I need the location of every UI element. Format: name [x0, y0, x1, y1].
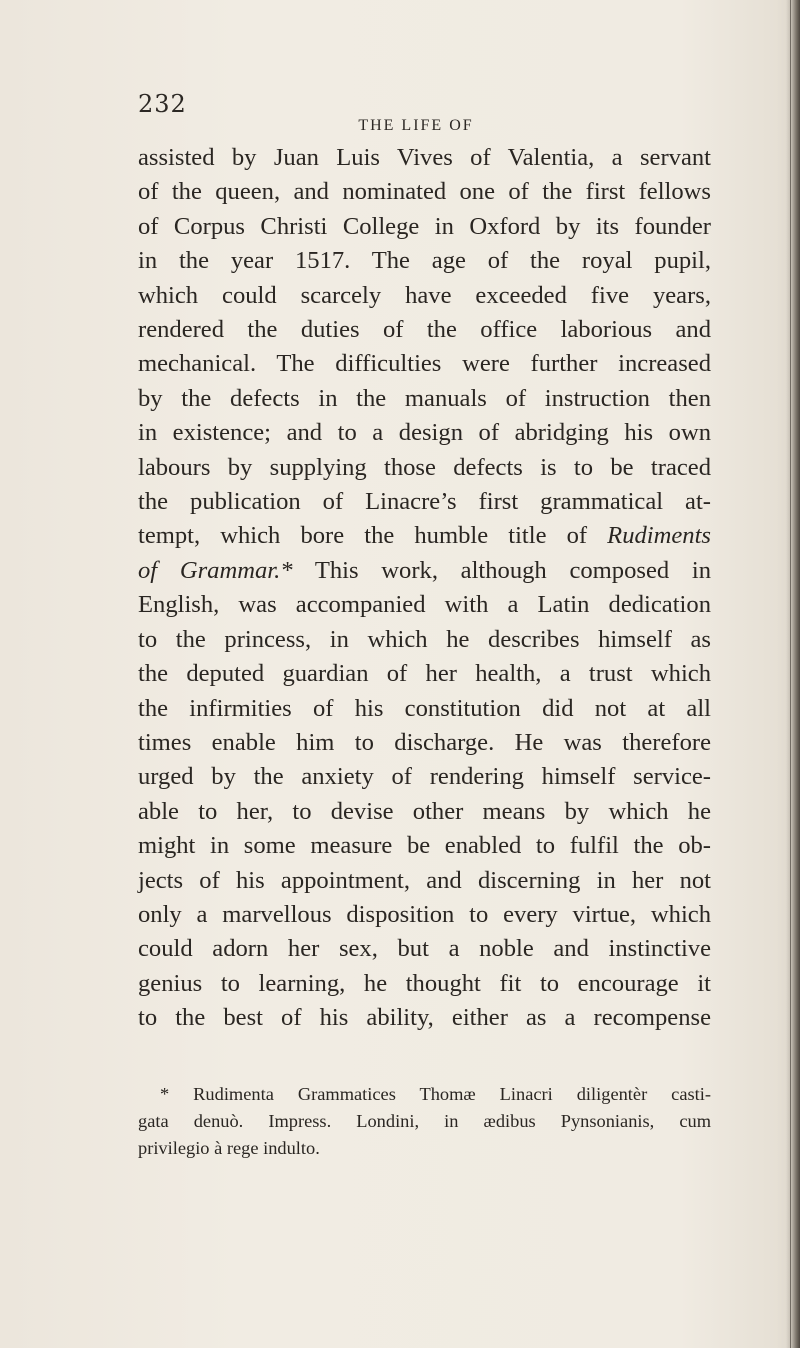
text-line: by the defects in the manuals of instruction then: [138, 384, 711, 412]
text-line: [138, 519, 711, 553]
text-line: only a marvellous disposition to every virtue, which: [138, 900, 711, 928]
text-line: which could scarcely have exceeded five years,: [138, 281, 711, 309]
text-line: times enable him to discharge. He was therefore: [138, 728, 711, 756]
text-line: of Corpus Christi College in Oxford by its founder: [138, 212, 711, 240]
italic-title-part: Rudiments: [607, 522, 711, 550]
italic-title-part: of Grammar.: [138, 556, 281, 584]
text-line: to the princess, in which he describes himself as: [138, 625, 711, 653]
footnote-line: * Rudimenta Grammatices Thomæ Linacri diligentèr casti-: [160, 1084, 711, 1104]
text-segment: tempt, which bore the humble title of: [138, 522, 608, 550]
running-head: THE LIFE OF: [358, 117, 474, 134]
text-line: jects of his appointment, and discerning in her not: [138, 866, 711, 894]
body-text: [138, 141, 711, 1036]
text-line: in existence; and to a design of abridging his own: [138, 419, 711, 447]
text-line: might in some measure be enabled to fulfil the ob-: [138, 832, 711, 860]
text-line: of the queen, and nominated one of the first fellows: [138, 178, 711, 206]
text-line: rendered the duties of the office laborious and: [138, 316, 711, 344]
text-line: assisted by Juan Luis Vives of Valentia, a servant: [138, 144, 711, 171]
footnote-line: gata denuò. Impress. Londini, in ædibus Pynsonianis, cum: [138, 1111, 711, 1131]
text-line: the publication of Linacre’s first grammatical at-: [138, 488, 711, 516]
footnote-line: privilegio à rege indulto.: [138, 1138, 320, 1158]
text-line: mechanical. The difficulties were further increased: [138, 350, 711, 378]
text-line: the deputed guardian of her health, a trust which: [138, 660, 711, 688]
text-segment: This work, although composed in: [292, 556, 711, 584]
text-line: able to her, to devise other means by which he: [138, 797, 711, 825]
text-line: English, was accompanied with a Latin dedication: [138, 591, 711, 619]
footnote: [138, 1081, 711, 1162]
text-line: [138, 554, 711, 588]
page-number: 232: [138, 90, 187, 118]
text-line: urged by the anxiety of rendering himself service-: [138, 763, 711, 791]
text-line: the infirmities of his constitution did not at all: [138, 694, 711, 722]
text-line: labours by supplying those defects is to be traced: [138, 453, 711, 481]
footnote-marker: *: [280, 556, 293, 584]
text-line: in the year 1517. The age of the royal pupil,: [138, 247, 711, 275]
text-line: could adorn her sex, but a noble and instinctive: [138, 935, 711, 963]
page-edge-line: [790, 0, 791, 1348]
text-line: genius to learning, he thought fit to encourage it: [138, 969, 711, 997]
text-line: to the best of his ability, either as a recompense: [138, 1004, 711, 1032]
page-edge-shadow: [786, 0, 800, 1348]
